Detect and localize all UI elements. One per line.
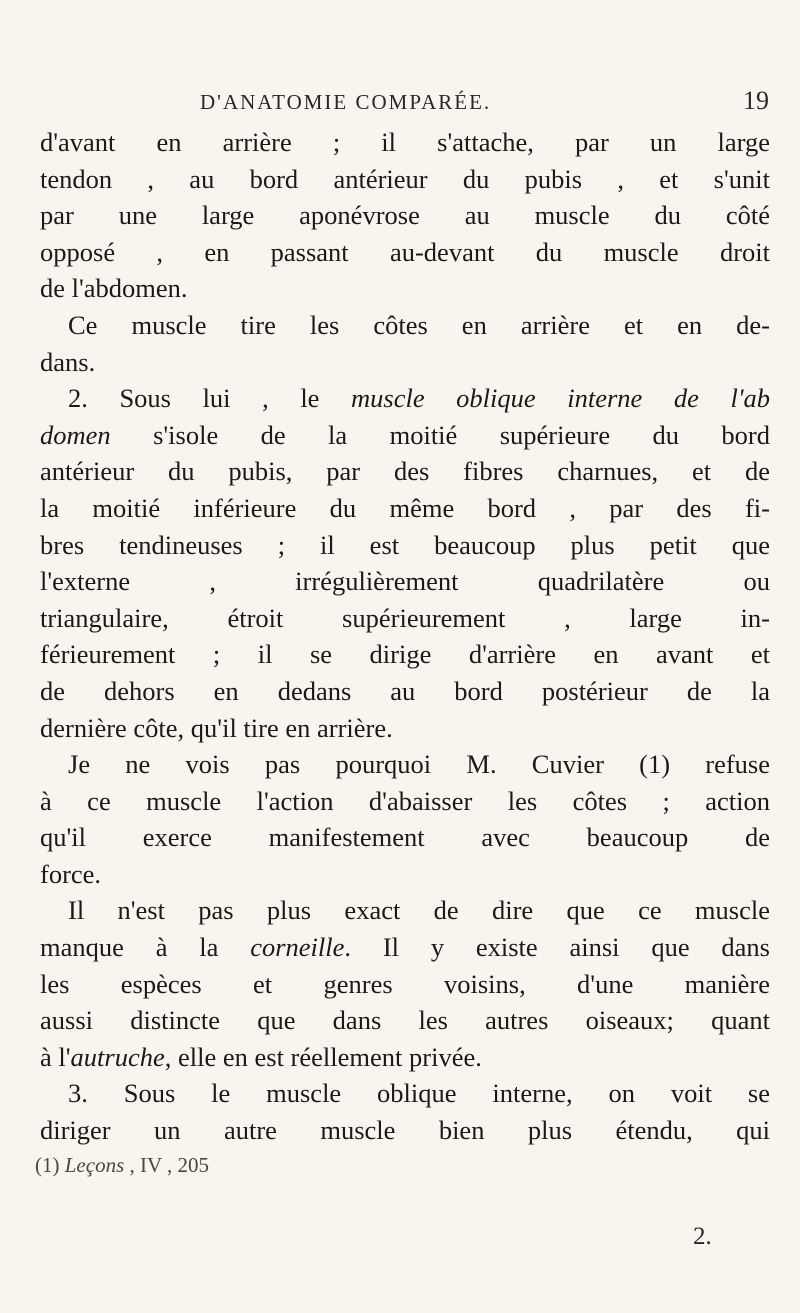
footnote-reference: , IV , 205 bbox=[124, 1153, 210, 1177]
text-line bbox=[40, 746, 770, 783]
text-run: 3. Sous le muscle oblique interne, on voit se bbox=[68, 1078, 770, 1109]
text-line bbox=[40, 234, 770, 271]
italic-term: muscle oblique interne de l'ab bbox=[351, 383, 770, 414]
text-run: 2. Sous lui , le bbox=[68, 383, 352, 414]
text-run: les espèces et genres voisins, d'une manière bbox=[40, 968, 770, 999]
text-run: aussi distincte que dans les autres oiseaux; quant bbox=[40, 1005, 770, 1036]
text-run: Ce muscle tire les côtes en arrière et en de- bbox=[68, 309, 770, 340]
text-line bbox=[40, 892, 770, 929]
text-run: . Il y existe ainsi que dans bbox=[344, 932, 770, 963]
text-run: la moitié inférieure du même bord , par des fi- bbox=[40, 492, 770, 523]
text-run: antérieur du pubis, par des fibres charnues, et de bbox=[40, 456, 770, 487]
text-line bbox=[40, 490, 770, 527]
text-run: s'isole de la moitié supérieure du bord bbox=[110, 419, 770, 450]
running-title: D'ANATOMIE COMPARÉE. bbox=[200, 90, 492, 114]
text-line bbox=[40, 636, 770, 673]
text-run: , elle en est réellement privée. bbox=[164, 1041, 482, 1072]
text-line bbox=[40, 1002, 770, 1039]
text-run: tendon , au bord antérieur du pubis , et s'unit bbox=[40, 163, 770, 194]
footnote bbox=[35, 1153, 209, 1178]
text-line bbox=[40, 710, 770, 747]
text-run: diriger un autre muscle bien plus étendu, qui bbox=[40, 1115, 770, 1146]
page-number: 19 bbox=[743, 86, 769, 115]
text-run: férieurement ; il se dirige d'arrière en avant et bbox=[40, 639, 770, 670]
footnote-marker: (1) bbox=[35, 1153, 65, 1177]
text-run: à l' bbox=[40, 1041, 71, 1072]
text-line bbox=[40, 527, 770, 564]
text-line bbox=[40, 1075, 770, 1112]
text-run: dans. bbox=[40, 346, 96, 377]
text-run: d'avant en arrière ; il s'attache, par un large bbox=[40, 127, 770, 157]
italic-term: autruche bbox=[70, 1041, 165, 1072]
text-line bbox=[40, 270, 770, 307]
text-line bbox=[40, 563, 770, 600]
text-line bbox=[40, 380, 770, 417]
text-run: dernière côte, qu'il tire en arrière. bbox=[40, 712, 393, 743]
text-run: opposé , en passant au-devant du muscle droit bbox=[40, 236, 770, 267]
text-run: Je ne vois pas pourquoi M. Cuvier (1) refuse bbox=[68, 749, 770, 780]
text-line bbox=[40, 161, 770, 198]
text-line bbox=[40, 783, 770, 820]
footnote-title: Leçons bbox=[64, 1153, 125, 1177]
text-line bbox=[40, 124, 770, 161]
text-line bbox=[40, 417, 770, 454]
italic-term: corneille bbox=[250, 932, 345, 963]
text-line bbox=[40, 600, 770, 637]
text-line bbox=[40, 344, 770, 381]
text-run: force. bbox=[40, 858, 102, 889]
text-run: par une large aponévrose au muscle du côté bbox=[40, 200, 770, 231]
text-line bbox=[40, 1039, 770, 1076]
text-line bbox=[40, 929, 770, 966]
text-run: bres tendineuses ; il est beaucoup plus petit que bbox=[40, 529, 770, 560]
text-run: de dehors en dedans au bord postérieur de la bbox=[40, 675, 770, 706]
signature-mark: 2. bbox=[693, 1223, 712, 1250]
text-line bbox=[40, 819, 770, 856]
text-run: triangulaire, étroit supérieurement , large in- bbox=[40, 602, 770, 633]
body-text bbox=[40, 124, 770, 1149]
text-line bbox=[40, 673, 770, 710]
text-line bbox=[40, 453, 770, 490]
text-run: de l'abdomen. bbox=[40, 273, 188, 304]
text-line bbox=[40, 856, 770, 893]
text-line bbox=[40, 197, 770, 234]
text-run: manque à la bbox=[40, 932, 251, 963]
italic-term: domen bbox=[40, 419, 111, 450]
text-run: Il n'est pas plus exact de dire que ce muscle bbox=[68, 895, 770, 926]
text-run: qu'il exerce manifestement avec beaucoup de bbox=[40, 822, 770, 853]
text-line bbox=[40, 307, 770, 344]
text-line bbox=[40, 1112, 770, 1149]
text-line bbox=[40, 966, 770, 1003]
text-run: à ce muscle l'action d'abaisser les côtes ; action bbox=[40, 785, 770, 816]
text-run: l'externe , irrégulièrement quadrilatère ou bbox=[40, 566, 770, 597]
